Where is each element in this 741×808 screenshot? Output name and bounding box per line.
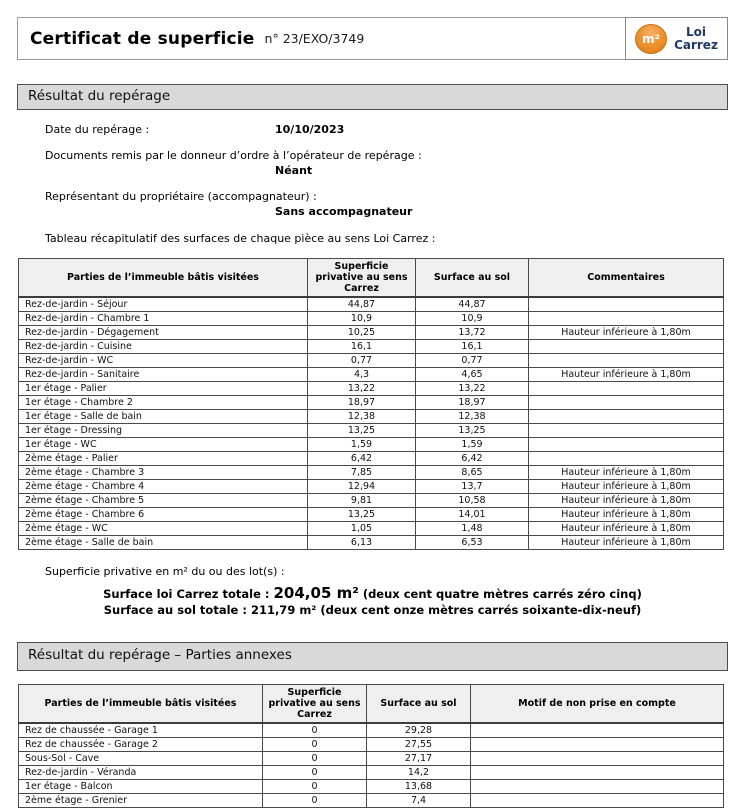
field-date	[0, 123, 741, 137]
value-cell: 12,38	[308, 410, 416, 424]
value-cell	[471, 723, 724, 738]
value-cell: 44,87	[308, 297, 416, 312]
table-row	[19, 382, 724, 396]
documents-label: Documents remis par le donneur d’ordre à l’opérateur de repérage :	[45, 149, 422, 162]
value-cell: Hauteur inférieure à 1,80m	[529, 480, 724, 494]
value-cell: Hauteur inférieure à 1,80m	[529, 466, 724, 480]
value-cell: 7,85	[308, 466, 416, 480]
value-cell	[529, 396, 724, 410]
surfaces-table	[18, 258, 724, 550]
table-row	[19, 312, 724, 326]
carrez-total-value: 204,05 m²	[273, 584, 359, 602]
value-cell	[529, 382, 724, 396]
value-cell: 13,22	[416, 382, 529, 396]
logo-label-line1: Loi	[685, 24, 706, 39]
annexes-table	[18, 684, 724, 808]
room-cell: Rez-de-jardin - Dégagement	[19, 326, 308, 340]
value-cell: 6,42	[308, 452, 416, 466]
room-cell: 2ème étage - Chambre 4	[19, 480, 308, 494]
summary-sol-total	[17, 602, 728, 618]
room-cell: Rez-de-jardin - WC	[19, 354, 308, 368]
section-header-parties-annexes: Résultat du repérage – Parties annexes	[17, 642, 728, 671]
table-row	[19, 494, 724, 508]
value-cell: 1,59	[416, 438, 529, 452]
table-intro: Tableau récapitulatif des surfaces de chaque pièce au sens Loi Carrez :	[45, 232, 436, 245]
value-cell: 16,1	[308, 340, 416, 354]
surfaces-table-header-row	[19, 259, 724, 298]
value-cell: 0	[263, 794, 367, 808]
value-cell	[529, 354, 724, 368]
room-cell: 1er étage - Palier	[19, 382, 308, 396]
value-cell: 16,1	[416, 340, 529, 354]
table-row	[19, 466, 724, 480]
value-cell	[529, 312, 724, 326]
value-cell: 29,28	[367, 723, 471, 738]
m2-badge-icon: m²	[635, 24, 667, 54]
room-cell: 1er étage - Dressing	[19, 424, 308, 438]
room-cell: 1er étage - Chambre 2	[19, 396, 308, 410]
value-cell: 7,4	[367, 794, 471, 808]
table-row	[19, 396, 724, 410]
room-cell: Rez-de-jardin - Cuisine	[19, 340, 308, 354]
value-cell: Hauteur inférieure à 1,80m	[529, 508, 724, 522]
table-row	[19, 326, 724, 340]
column-header: Motif de non prise en compte	[471, 685, 724, 724]
table-row	[19, 723, 724, 738]
column-header: Parties de l’immeuble bâtis visitées	[19, 685, 263, 724]
summary-carrez-total	[17, 585, 728, 602]
value-cell: 0	[263, 723, 367, 738]
table-row	[19, 297, 724, 312]
value-cell: 13,7	[416, 480, 529, 494]
value-cell: 1,59	[308, 438, 416, 452]
room-cell: 2ème étage - Chambre 3	[19, 466, 308, 480]
value-cell: 18,97	[416, 396, 529, 410]
column-header: Parties de l’immeuble bâtis visitées	[19, 259, 308, 298]
room-cell: 2ème étage - WC	[19, 522, 308, 536]
section-header-reperage: Résultat du repérage	[17, 84, 728, 110]
date-label: Date du repérage :	[45, 123, 150, 136]
value-cell	[529, 452, 724, 466]
room-cell: Rez-de-jardin - Véranda	[19, 766, 263, 780]
info-fields	[0, 123, 741, 246]
value-cell: 9,81	[308, 494, 416, 508]
value-cell: 12,94	[308, 480, 416, 494]
value-cell: 10,9	[416, 312, 529, 326]
table-row	[19, 340, 724, 354]
value-cell	[471, 794, 724, 808]
value-cell: 13,25	[308, 424, 416, 438]
value-cell: 6,42	[416, 452, 529, 466]
loi-carrez-logo	[625, 17, 728, 60]
value-cell	[529, 410, 724, 424]
room-cell: Rez de chaussée - Garage 1	[19, 723, 263, 738]
table-row	[19, 522, 724, 536]
value-cell: 0,77	[308, 354, 416, 368]
value-cell: 4,65	[416, 368, 529, 382]
value-cell: 6,13	[308, 536, 416, 550]
value-cell: 1,48	[416, 522, 529, 536]
table-row	[19, 752, 724, 766]
table-row	[19, 368, 724, 382]
value-cell	[471, 752, 724, 766]
table-row	[19, 424, 724, 438]
value-cell	[471, 766, 724, 780]
room-cell: 2ème étage - Chambre 5	[19, 494, 308, 508]
room-cell: Sous-Sol - Cave	[19, 752, 263, 766]
room-cell: 2ème étage - Palier	[19, 452, 308, 466]
table-row	[19, 452, 724, 466]
value-cell: 0	[263, 752, 367, 766]
value-cell: 14,01	[416, 508, 529, 522]
carrez-total-label: Surface loi Carrez totale :	[103, 587, 274, 601]
column-header: Surface au sol	[416, 259, 529, 298]
value-cell: 0	[263, 780, 367, 794]
value-cell	[529, 297, 724, 312]
table-row	[19, 480, 724, 494]
value-cell: Hauteur inférieure à 1,80m	[529, 522, 724, 536]
value-cell: 12,38	[416, 410, 529, 424]
room-cell: 1er étage - Balcon	[19, 780, 263, 794]
column-header: Superficie privative au sens Carrez	[263, 685, 367, 724]
value-cell: Hauteur inférieure à 1,80m	[529, 326, 724, 340]
value-cell: 18,97	[308, 396, 416, 410]
representative-label: Représentant du propriétaire (accompagnateur) :	[45, 190, 317, 203]
value-cell: 0	[263, 766, 367, 780]
table-row	[19, 536, 724, 550]
value-cell: 0	[263, 738, 367, 752]
annexes-table-header-row	[19, 685, 724, 724]
value-cell	[529, 340, 724, 354]
value-cell: 13,25	[308, 508, 416, 522]
value-cell: Hauteur inférieure à 1,80m	[529, 368, 724, 382]
value-cell: 27,17	[367, 752, 471, 766]
room-cell: 1er étage - WC	[19, 438, 308, 452]
value-cell: Hauteur inférieure à 1,80m	[529, 536, 724, 550]
date-value: 10/10/2023	[275, 123, 345, 136]
value-cell: 13,68	[367, 780, 471, 794]
logo-label-line2: Carrez	[674, 37, 718, 52]
value-cell: 10,58	[416, 494, 529, 508]
value-cell: Hauteur inférieure à 1,80m	[529, 494, 724, 508]
table-row	[19, 780, 724, 794]
value-cell: 13,25	[416, 424, 529, 438]
room-cell: Rez de chaussée - Garage 2	[19, 738, 263, 752]
document-title: Certificat de superficie	[30, 28, 255, 49]
logo-label	[674, 26, 718, 52]
document-number: n° 23/EXO/3749	[264, 31, 365, 46]
value-cell: 13,72	[416, 326, 529, 340]
representative-value: Sans accompagnateur	[275, 205, 413, 218]
document-header	[17, 17, 728, 60]
room-cell: 2ème étage - Grenier	[19, 794, 263, 808]
room-cell: Rez-de-jardin - Chambre 1	[19, 312, 308, 326]
sol-total-value: 211,79 m²	[250, 603, 317, 617]
room-cell: 2ème étage - Chambre 6	[19, 508, 308, 522]
table-row	[19, 410, 724, 424]
room-cell: Rez-de-jardin - Sanitaire	[19, 368, 308, 382]
value-cell: 4,3	[308, 368, 416, 382]
value-cell: 14,2	[367, 766, 471, 780]
summary-intro: Superficie privative en m² du ou des lot(s) :	[45, 565, 285, 578]
table-row	[19, 508, 724, 522]
table-row	[19, 794, 724, 808]
column-header: Surface au sol	[367, 685, 471, 724]
value-cell	[471, 780, 724, 794]
column-header: Commentaires	[529, 259, 724, 298]
value-cell: 10,25	[308, 326, 416, 340]
value-cell: 44,87	[416, 297, 529, 312]
value-cell: 13,22	[308, 382, 416, 396]
room-cell: 2ème étage - Salle de bain	[19, 536, 308, 550]
value-cell: 8,65	[416, 466, 529, 480]
table-row	[19, 354, 724, 368]
documents-value: Néant	[275, 164, 313, 177]
table-row	[19, 738, 724, 752]
table-row	[19, 766, 724, 780]
value-cell	[529, 424, 724, 438]
sol-total-words: (deux cent onze mètres carrés soixante-dix-neuf)	[316, 603, 642, 617]
value-cell: 0,77	[416, 354, 529, 368]
value-cell	[471, 738, 724, 752]
column-header: Superficie privative au sens Carrez	[308, 259, 416, 298]
carrez-total-words: (deux cent quatre mètres carrés zéro cinq)	[358, 587, 642, 601]
value-cell: 10,9	[308, 312, 416, 326]
sol-total-label: Surface au sol totale :	[103, 603, 251, 617]
room-cell: 1er étage - Salle de bain	[19, 410, 308, 424]
room-cell: Rez-de-jardin - Séjour	[19, 297, 308, 312]
value-cell: 27,55	[367, 738, 471, 752]
value-cell	[529, 438, 724, 452]
value-cell: 6,53	[416, 536, 529, 550]
value-cell: 1,05	[308, 522, 416, 536]
table-row	[19, 438, 724, 452]
